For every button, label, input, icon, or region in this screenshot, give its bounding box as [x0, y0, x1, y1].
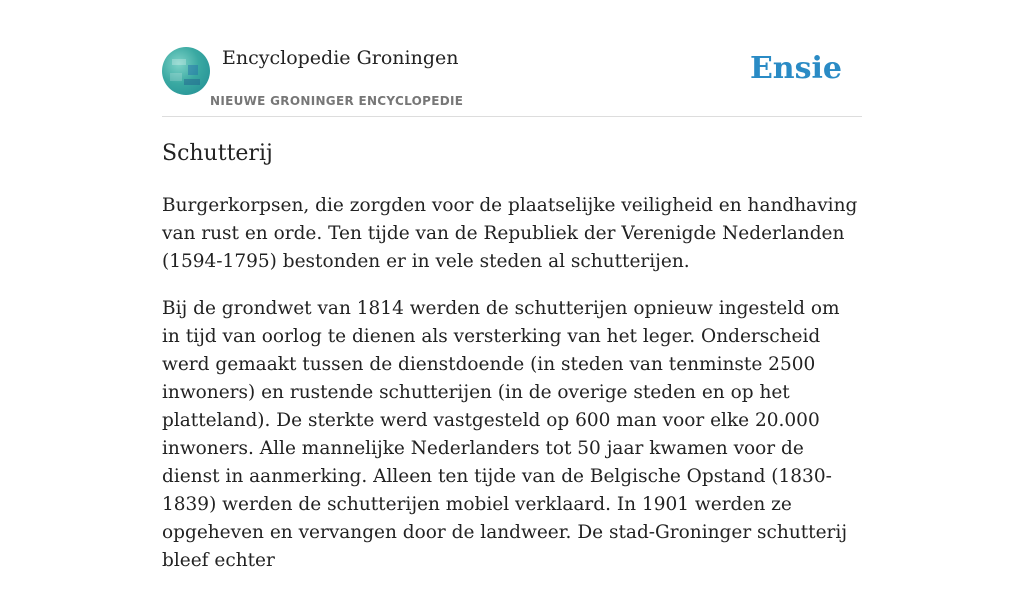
- logo-shape: [188, 65, 198, 75]
- logo-shape: [184, 79, 200, 85]
- article-title: Schutterij: [162, 141, 273, 166]
- article-paragraph: Bij de grondwet van 1814 werden de schutterijen opnieuw ingesteld om in tijd van oorlog te dienen als versterking van het leger. Onderscheid werd gemaakt tussen de dienstdoende (in steden van tenminste 2500 inwoners) en rustende schutterijen (in de overige steden en op het platteland). De sterkte werd vastgesteld op 600 man voor elke 20.000 inwoners. Alle mannelijke Nederlanders tot 50 jaar kwamen voor de dienst in aanmerking. Alleen ten tijde van de Belgische Opstand (1830-1839) werden de schutterijen mobiel verklaard. In 1901 werden ze opgeheven en vervangen door de landweer. De stad-Groninger schutterij bleef echter: [162, 298, 848, 571]
- site-subtitle: NIEUWE GRONINGER ENCYCLOPEDIE: [210, 94, 464, 108]
- site-title[interactable]: Encyclopedie Groningen: [222, 47, 459, 69]
- site-logo[interactable]: [162, 47, 210, 95]
- site-header: [162, 0, 862, 117]
- logo-shape: [172, 59, 186, 65]
- article-body: [162, 192, 862, 594]
- article-paragraph: Burgerkorpsen, die zorgden voor de plaatselijke veiligheid en handhaving van rust en orde. Ten tijde van de Republiek der Verenigde Nederlanden (1594-1795) bestonden er in vele steden al schutterijen.: [162, 195, 858, 272]
- logo-shape: [170, 73, 182, 81]
- brand-logo-link[interactable]: Ensie: [749, 51, 842, 86]
